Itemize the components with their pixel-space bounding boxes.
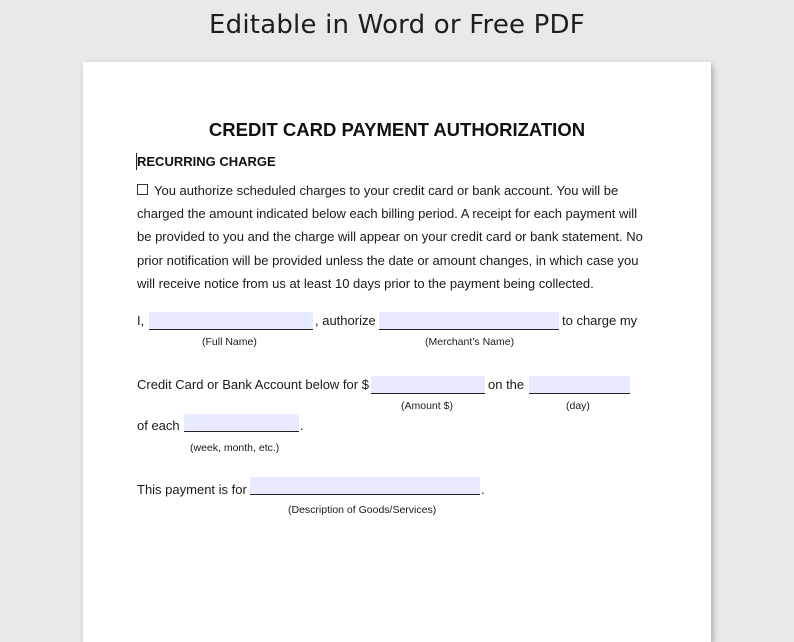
day-caption: (day)	[566, 400, 590, 412]
paragraph-line: You authorize scheduled charges to your credit card or bank account. You will be	[137, 179, 645, 202]
description-caption: (Description of Goods/Services)	[288, 504, 437, 516]
paragraph-line: prior notification will be provided unless the date or amount changes, in which case you	[137, 252, 639, 268]
row1-suffix: to charge my	[562, 313, 638, 328]
document-page	[83, 62, 711, 642]
row3-suffix: .	[300, 418, 304, 433]
row4-prefix: This payment is for	[137, 482, 247, 497]
authorization-paragraph	[137, 179, 645, 295]
row2-middle: on the	[488, 377, 525, 392]
amount-field[interactable]	[371, 376, 485, 394]
section-heading: RECURRING CHARGE	[137, 154, 276, 169]
description-field[interactable]	[250, 477, 480, 495]
checkbox-icon[interactable]	[137, 184, 148, 195]
banner-title: Editable in Word or Free PDF	[209, 10, 585, 40]
amount-caption: (Amount $)	[401, 400, 453, 412]
row1-middle: , authorize	[315, 313, 376, 328]
period-field[interactable]	[184, 414, 299, 432]
period-caption: (week, month, etc.)	[190, 442, 280, 454]
paragraph-line: will receive notice from us at least 10 days prior to the payment being collected.	[137, 275, 594, 291]
merchant-name-field[interactable]	[379, 312, 559, 330]
paragraph-line: charged the amount indicated below each billing period. A receipt for each payment will	[137, 206, 638, 222]
row1-prefix: I,	[137, 313, 145, 328]
full-name-field[interactable]	[149, 312, 313, 330]
paragraph-line: be provided to you and the charge will appear on your credit card or bank statement. No	[137, 229, 643, 245]
merchant-name-caption: (Merchant’s Name)	[425, 336, 515, 348]
row4-suffix: .	[481, 482, 485, 497]
row3-prefix: of each	[137, 418, 180, 433]
row2-prefix: Credit Card or Bank Account below for $	[137, 377, 369, 392]
full-name-caption: (Full Name)	[202, 336, 257, 348]
day-field[interactable]	[529, 376, 630, 394]
document-title: CREDIT CARD PAYMENT AUTHORIZATION	[208, 119, 586, 140]
